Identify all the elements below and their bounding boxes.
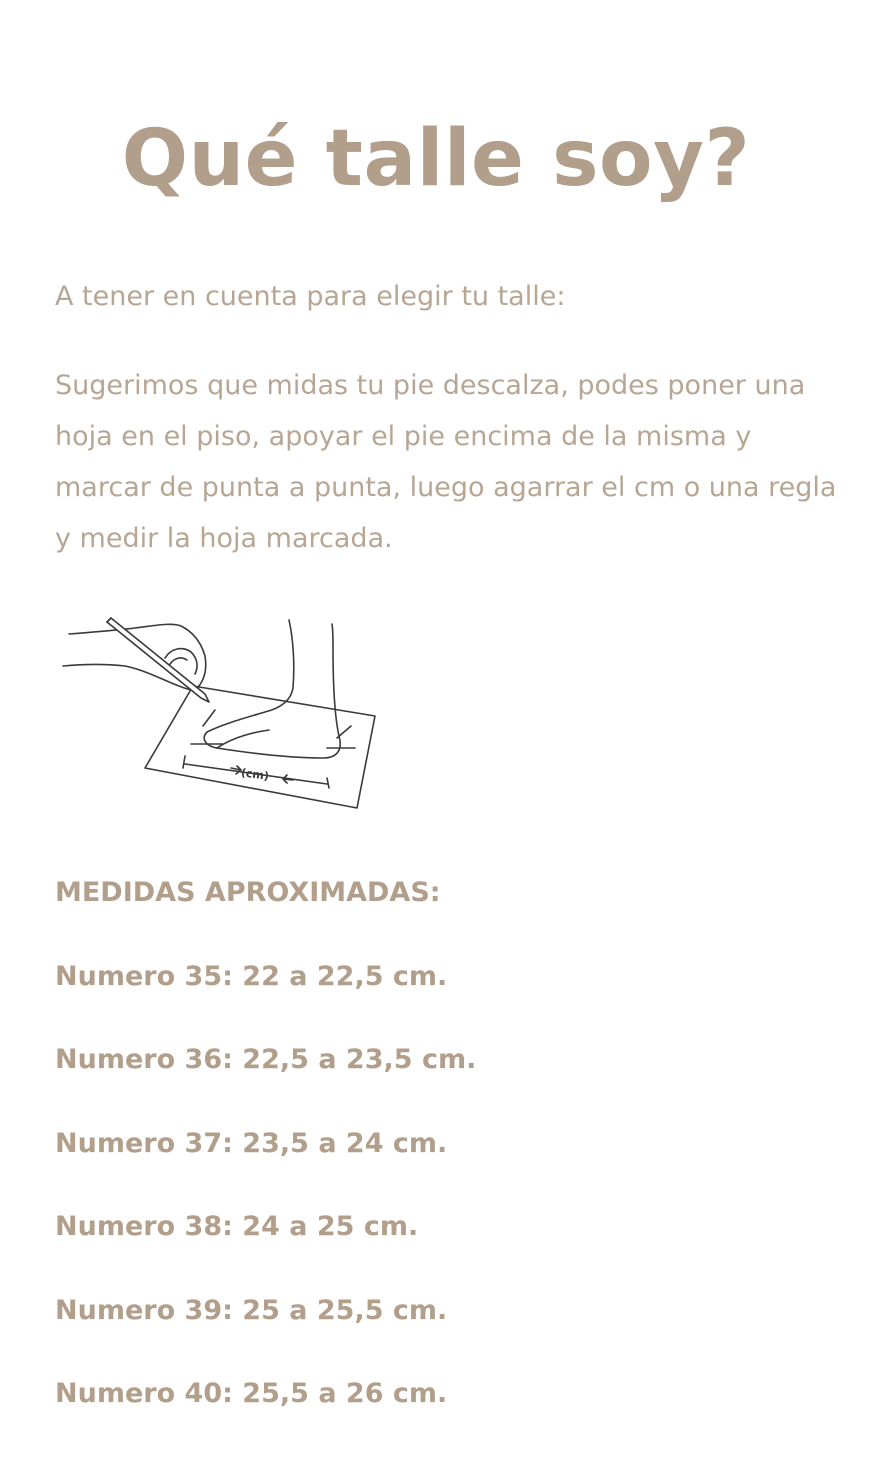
foot-measurement-icon (55, 608, 385, 820)
size-item-37: Numero 37: 23,5 a 24 cm. (55, 1127, 448, 1159)
size-item-39: Numero 39: 25 a 25,5 cm. (55, 1294, 448, 1326)
measures-heading: MEDIDAS APROXIMADAS: (55, 877, 441, 908)
page-title: Qué talle soy? (121, 114, 751, 204)
measuring-instructions: Sugerimos que midas tu pie descalza, podes poner una hoja en el piso, apoyar el pie encima de la misma y marcar de punta a punta, luego agarrar el cm o una regla y medir la hoja marcada. (55, 370, 837, 554)
size-item-36: Numero 36: 22,5 a 23,5 cm. (55, 1044, 477, 1076)
foot-measurement-illustration (55, 608, 385, 820)
intro-text: A tener en cuenta para elegir tu talle: (55, 281, 566, 312)
size-item-38: Numero 38: 24 a 25 cm. (55, 1211, 419, 1243)
illustration-cm-label: (cm) (240, 766, 270, 783)
size-item-35: Numero 35: 22 a 22,5 cm. (55, 961, 448, 992)
size-list (55, 957, 476, 1457)
size-item-40: Numero 40: 25,5 a 26 cm. (55, 1377, 448, 1409)
